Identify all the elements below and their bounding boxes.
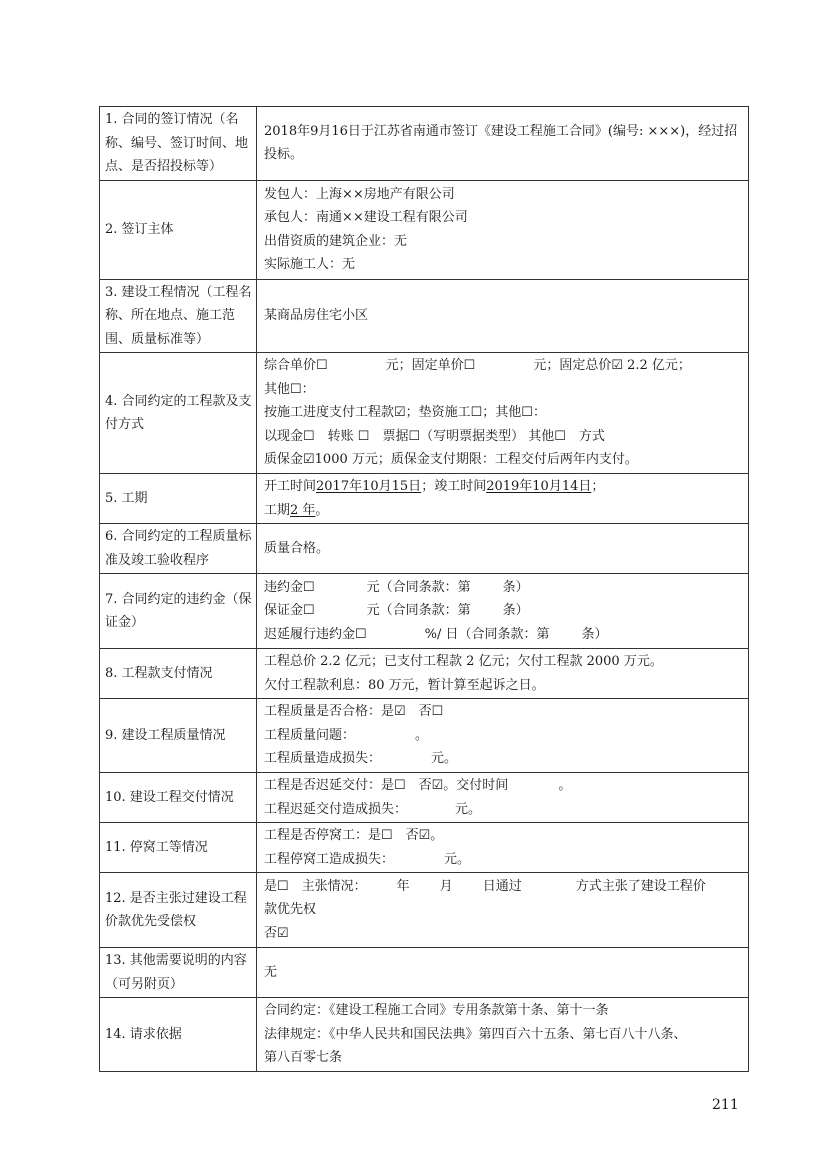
table-row	[100, 474, 749, 524]
day-via-label: 日通过	[482, 878, 522, 894]
table-row	[100, 948, 749, 998]
table-row	[100, 873, 749, 948]
row-content	[257, 353, 749, 474]
row-label: 8. 工程款支付情况	[100, 649, 257, 699]
end-date-label: ；竣工时间	[421, 479, 487, 494]
content-line: 第八百零七条	[264, 1050, 343, 1066]
month-label: 月	[439, 878, 453, 894]
content-line: 出借资质的建筑企业：无	[264, 233, 408, 249]
clause-end: 条）	[502, 579, 529, 595]
start-date-label: 开工时间	[264, 479, 317, 494]
content-line: 发包人：上海××房地产有限公司	[264, 186, 455, 202]
content-line: 否☑	[264, 925, 289, 941]
work-stoppage-loss-label: 工程停窝工造成损失：	[264, 851, 395, 867]
end-date-value: 2019年10月14日	[486, 479, 592, 494]
table-row	[100, 773, 749, 823]
row-label: 3. 建设工程情况（工程名称、所在地点、施工范围、质量标准等）	[100, 279, 257, 353]
content-line: 无	[264, 964, 278, 980]
punctuation: 。	[558, 778, 572, 793]
delivery-loss-unit: 元。	[455, 801, 482, 817]
table-row	[100, 524, 749, 574]
row-label: 4. 合同约定的工程款及支付方式	[100, 353, 257, 474]
unit-price-option: 综合单价☐	[264, 358, 328, 374]
row-label: 7. 合同约定的违约金（保证金）	[100, 574, 257, 649]
row-content	[257, 699, 749, 773]
content-line	[264, 623, 743, 647]
content-line	[264, 475, 743, 499]
row-label: 9. 建设工程质量情况	[100, 699, 257, 773]
punctuation: 。	[315, 502, 329, 518]
delivery-delay-label: 工程是否迟延交付：是☐ 否☑。交付时间	[264, 778, 509, 793]
table-row	[100, 279, 749, 353]
table-row	[100, 699, 749, 773]
penalty-clause: 元（合同条款：第	[366, 579, 471, 595]
row-content	[257, 773, 749, 823]
row-content	[257, 279, 749, 353]
row-label: 5. 工期	[100, 474, 257, 524]
row-content	[257, 474, 749, 524]
row-content	[257, 948, 749, 998]
row-content	[257, 180, 749, 279]
penalty-option: 违约金☐	[264, 579, 315, 595]
table-row	[100, 574, 749, 649]
content-line: 质保金☑1000 万元；质保金支付期限：工程交付后两年内支付。	[264, 452, 638, 468]
row-content	[257, 574, 749, 649]
content-line	[264, 599, 743, 623]
clause-end: 条）	[502, 603, 529, 619]
punctuation: 。	[415, 727, 429, 743]
fixed-total-price-option: 元；固定总价☑ 2.2 亿元；	[533, 358, 691, 374]
quality-loss-label: 工程质量造成损失：	[264, 751, 382, 767]
delay-penalty-clause: %/ 日（合同条款：第	[424, 626, 550, 642]
content-line: 承包人：南通××建设工程有限公司	[264, 210, 468, 225]
content-line	[264, 848, 743, 872]
row-label: 10. 建设工程交付情况	[100, 773, 257, 823]
content-line: 工程质量是否合格：是☑ 否☐	[264, 704, 444, 720]
delivery-loss-label: 工程迟延交付造成损失：	[264, 801, 408, 817]
priority-claim-yes: 是☐ 主张情况：	[264, 878, 367, 894]
quality-loss-unit: 元。	[431, 751, 458, 767]
content-line: 某商品房住宅小区	[264, 308, 369, 323]
work-stoppage-loss-unit: 元。	[444, 851, 471, 867]
row-label: 13. 其他需要说明的内容（可另附页）	[100, 948, 257, 998]
content-line: 款优先权	[264, 902, 317, 918]
content-line	[264, 354, 743, 378]
quality-issue-label: 工程质量问题：	[264, 727, 356, 743]
fixed-unit-price-option: 元；固定单价☐	[385, 358, 476, 374]
content-line: 实际施工人：无	[264, 257, 356, 272]
row-content	[257, 649, 749, 699]
table-row	[100, 353, 749, 474]
claim-method-text: 方式主张了建设工程价	[575, 878, 706, 894]
duration-value: 2 年	[290, 502, 316, 518]
case-form-table	[99, 106, 749, 1072]
content-line: 以现金☐ 转账 ☐ 票据☐（写明票据类型） 其他☐ 方式	[264, 428, 605, 444]
row-content	[257, 823, 749, 873]
row-label: 14. 请求依据	[100, 998, 257, 1072]
table-row	[100, 649, 749, 699]
deposit-clause: 元（合同条款：第	[366, 603, 471, 619]
start-date-value: 2017年10月15日	[316, 479, 422, 494]
content-line: 工程是否停窝工：是☐ 否☑。	[264, 828, 444, 843]
duration-label: 工期	[264, 502, 291, 518]
content-line: 工程总价 2.2 亿元；已支付工程款 2 亿元；欠付工程款 2000 万元。	[264, 654, 663, 669]
content-line: 按施工进度支付工程款☑；垫资施工☐；其他☐：	[264, 405, 546, 421]
content-line: 2018年9月16日于江苏省南通市签订《建设工程施工合同》(编号: ×××)，经过招投标。	[264, 123, 738, 163]
punctuation: ；	[591, 479, 605, 494]
delay-penalty-option: 迟延履行违约金☐	[264, 626, 367, 642]
table-row	[100, 107, 749, 181]
row-label: 12. 是否主张过建设工程价款优先受偿权	[100, 873, 257, 948]
content-line	[264, 875, 743, 899]
content-line	[264, 499, 743, 523]
content-line: 质量合格。	[264, 540, 330, 556]
clause-end: 条）	[581, 626, 608, 642]
table-row	[100, 998, 749, 1072]
content-line	[264, 747, 743, 771]
content-line: 合同约定：《建设工程施工合同》专用条款第十条、第十一条	[264, 1003, 609, 1019]
year-label: 年	[396, 878, 410, 894]
row-content	[257, 107, 749, 181]
deposit-option: 保证金☐	[264, 603, 315, 619]
content-line	[264, 576, 743, 600]
row-label: 1. 合同的签订情况（名称、编号、签订时间、地点、是否招投标等）	[100, 107, 257, 181]
row-label: 6. 合同约定的工程质量标准及竣工验收程序	[100, 524, 257, 574]
row-label: 11. 停窝工等情况	[100, 823, 257, 873]
row-label: 2. 签订主体	[100, 180, 257, 279]
row-content	[257, 998, 749, 1072]
page-number: 211	[712, 1097, 739, 1113]
row-content	[257, 873, 749, 948]
content-line	[264, 724, 743, 748]
table-row	[100, 823, 749, 873]
table-row	[100, 180, 749, 279]
row-content	[257, 524, 749, 574]
content-line	[264, 798, 743, 822]
content-line: 法律规定：《中华人民共和国民法典》第四百六十五条、第七百八十八条、	[264, 1026, 687, 1042]
content-line	[264, 774, 743, 798]
content-line: 其他☐：	[264, 381, 315, 397]
content-line: 欠付工程款利息：80 万元，暂计算至起诉之日。	[264, 677, 545, 693]
